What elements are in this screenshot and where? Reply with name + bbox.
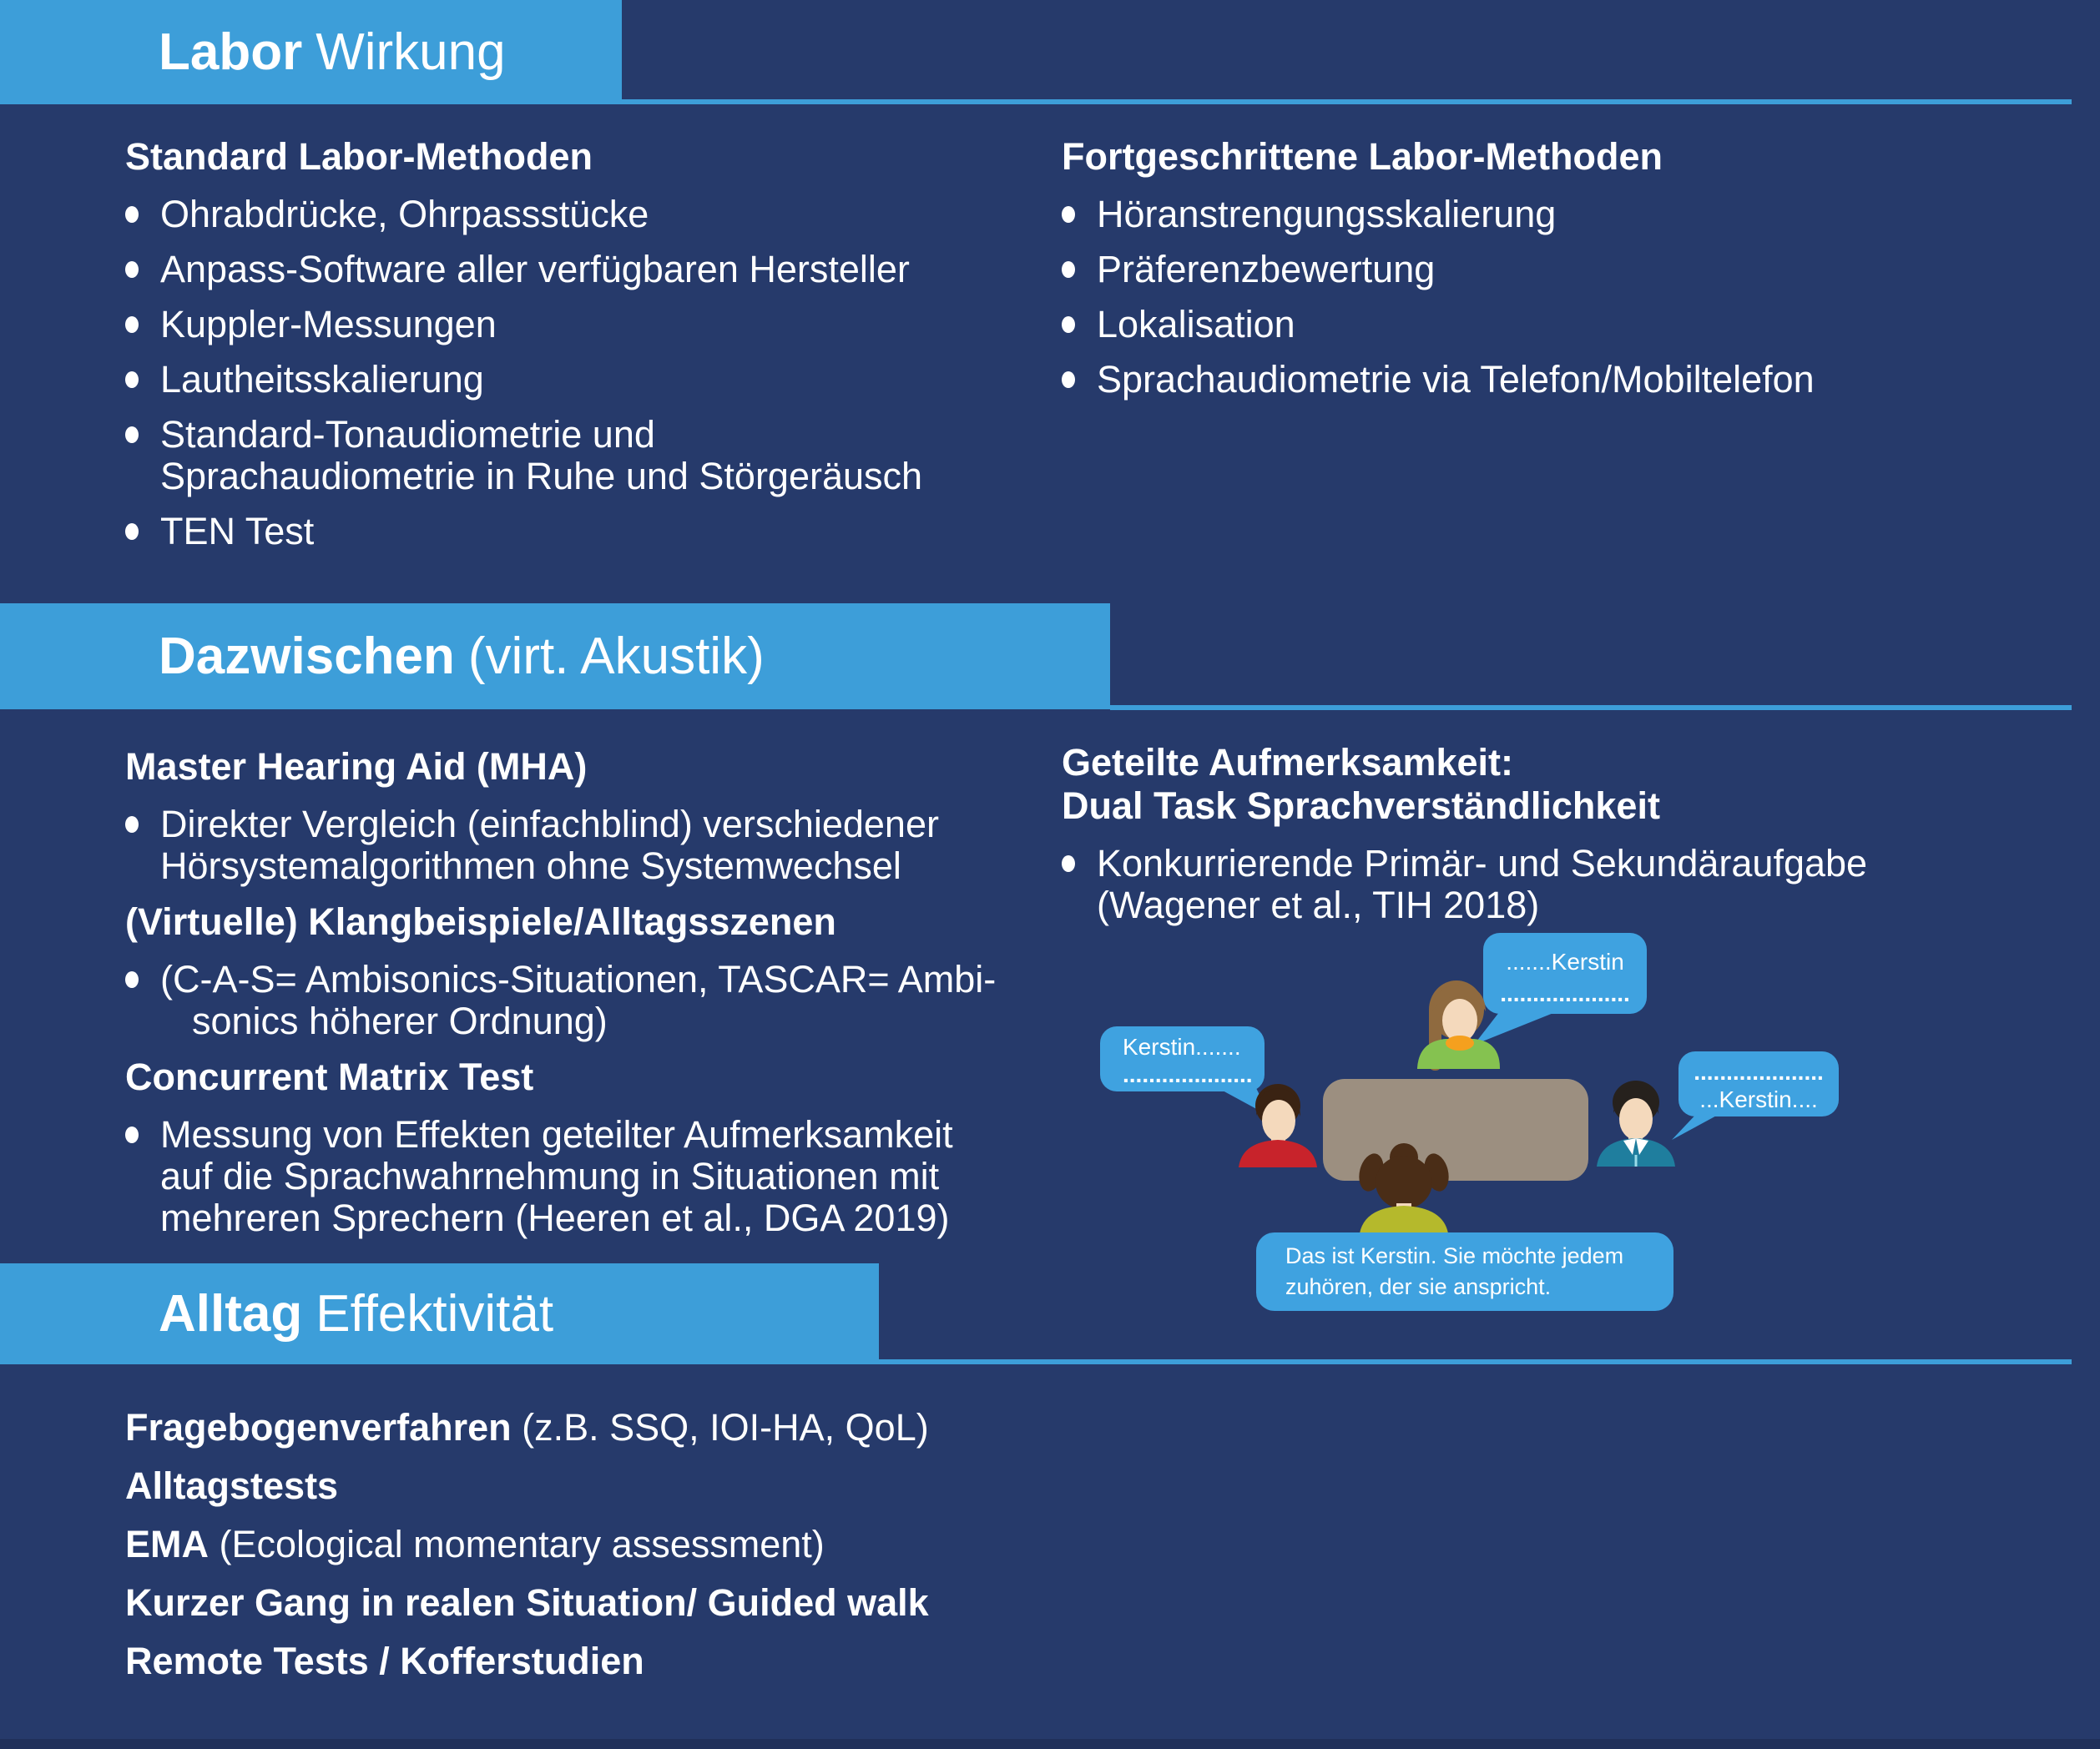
- section-dazwischen-right-column: [1062, 741, 1867, 940]
- list-item: Remote Tests / Kofferstudien: [125, 1640, 644, 1682]
- list-item: EMA (Ecological momentary assessment): [125, 1523, 825, 1565]
- list-item: (C-A-S= Ambisonics-Situationen, TASCAR= Ambi- sonics höherer Ordnung): [125, 959, 996, 1042]
- heading-standard-labor-methoden: Standard Labor-Methoden: [125, 135, 593, 178]
- list-item: Kurzer Gang in realen Situation/ Guided walk: [125, 1581, 929, 1624]
- list-item: Fragebogenverfahren (z.B. SSQ, IOI-HA, QoL): [125, 1406, 929, 1449]
- speech-bubble-info: [1256, 1232, 1673, 1311]
- list-item: Kuppler-Messungen: [125, 304, 922, 345]
- klangbeispiele-list: [125, 959, 996, 1042]
- bubble-left-line2: ....................: [1123, 1061, 1253, 1087]
- bottom-edge-strip: [0, 1739, 2100, 1749]
- speech-bubble-top: [1474, 933, 1647, 1045]
- banner-dazwischen-rule: [1110, 705, 2072, 710]
- bubble-right-line2: ...Kerstin....: [1699, 1086, 1818, 1112]
- bubble-info-line1: Das ist Kerstin. Sie möchte jedem: [1285, 1243, 1624, 1268]
- section-labor-right-column: [1062, 135, 1815, 414]
- standard-labor-list: [125, 194, 922, 552]
- list-item: TEN Test: [125, 511, 922, 552]
- banner-alltag-regular: Effektivität: [316, 1285, 554, 1343]
- section-alltag-list: [125, 1406, 929, 1698]
- list-item: Sprachaudiometrie via Telefon/Mobiltelefon: [1062, 359, 1815, 401]
- heading-concurrent-matrix-test: Concurrent Matrix Test: [125, 1056, 534, 1098]
- list-item: Alltagstests: [125, 1464, 339, 1507]
- bubble-right-line1: ....................: [1694, 1059, 1824, 1085]
- list-item: Lautheitsskalierung: [125, 359, 922, 401]
- banner-dazwischen-regular: (virt. Akustik): [467, 628, 765, 685]
- list-item: Konkurrierende Primär- und Sekundäraufgabe (Wagener et al., TIH 2018): [1062, 843, 1867, 926]
- heading-virtuelle-klangbeispiele: (Virtuelle) Klangbeispiele/Alltagsszenen: [125, 900, 836, 943]
- section-dazwischen-left-column: [125, 745, 996, 1253]
- concurrent-matrix-list: [125, 1114, 996, 1239]
- person-man-right-icon: [1597, 1081, 1675, 1167]
- section-labor-left-column: [125, 135, 922, 566]
- bubble-top-line1: .......Kerstin: [1506, 949, 1624, 975]
- list-item: Standard-Tonaudiometrie und Sprachaudiometrie in Ruhe und Störgeräusch: [125, 414, 922, 497]
- banner-dazwischen: [0, 603, 1110, 709]
- heading-fortgeschrittene-labor-methoden: Fortgeschrittene Labor-Methoden: [1062, 135, 1663, 178]
- dual-task-scene: [1085, 926, 2070, 1368]
- heading-master-hearing-aid: Master Hearing Aid (MHA): [125, 745, 588, 788]
- list-item: Höranstrengungsskalierung: [1062, 194, 1815, 235]
- fortgeschrittene-labor-list: [1062, 194, 1815, 401]
- banner-dazwischen-bold: Dazwischen: [159, 628, 455, 685]
- banner-labor-bold: Labor: [159, 23, 303, 81]
- list-item: Anpass-Software aller verfügbaren Hersteller: [125, 249, 922, 290]
- list-item: Direkter Vergleich (einfachblind) verschiedener Hörsystemalgorithmen ohne Systemwechsel: [125, 804, 996, 887]
- mha-list: [125, 804, 996, 887]
- bubble-info-line2: zuhören, der sie anspricht.: [1285, 1274, 1552, 1299]
- banner-alltag: [0, 1263, 879, 1364]
- speech-bubble-left: [1100, 1026, 1270, 1116]
- bubble-left-line1: Kerstin.......: [1123, 1034, 1241, 1060]
- banner-labor: [0, 0, 622, 104]
- bubble-top-line2: ....................: [1500, 980, 1630, 1006]
- list-item: Messung von Effekten geteilter Aufmerksamkeit auf die Sprachwahrnehmung in Situationen mit mehreren Sprechern (Heeren et al., DGA 2019): [125, 1114, 996, 1239]
- banner-alltag-bold: Alltag: [159, 1285, 303, 1343]
- list-item: Präferenzbewertung: [1062, 249, 1815, 290]
- banner-labor-regular: Wirkung: [316, 23, 506, 81]
- speech-bubble-right: [1672, 1051, 1839, 1140]
- dual-task-illustration: [1085, 926, 2070, 1368]
- list-item: Ohrabdrücke, Ohrpassstücke: [125, 194, 922, 235]
- person-girl-icon: [1355, 1143, 1452, 1233]
- heading-geteilte-aufmerksamkeit: Geteilte Aufmerksamkeit: Dual Task Sprachverständlichkeit: [1062, 741, 1660, 827]
- dual-task-list: [1062, 843, 1867, 926]
- list-item: Lokalisation: [1062, 304, 1815, 345]
- banner-labor-rule: [622, 99, 2072, 104]
